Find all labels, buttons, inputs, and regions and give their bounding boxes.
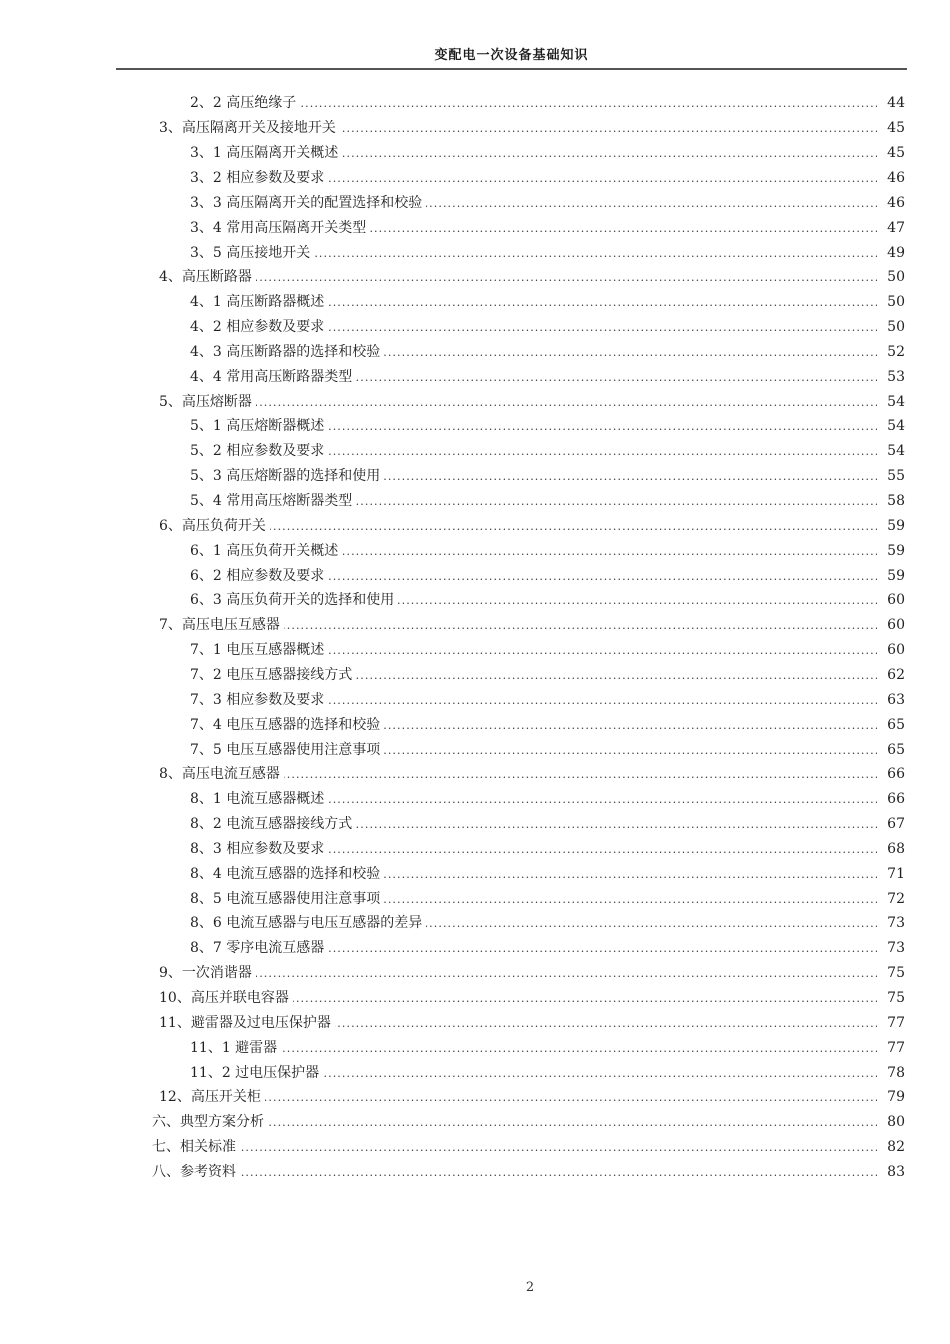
toc-entry[interactable] (152, 1110, 905, 1135)
dot-leader (356, 491, 877, 511)
dot-leader (240, 1137, 877, 1157)
dot-leader (284, 615, 877, 635)
toc-entry[interactable] (190, 141, 905, 166)
toc-entry[interactable] (190, 638, 905, 663)
dot-leader (356, 814, 877, 834)
toc-entry-page: 54 (887, 418, 905, 435)
dot-leader (356, 665, 877, 685)
toc-entry-title: 6、2 相应参数及要求 (190, 566, 328, 586)
toc-entry-title: 5、4 常用高压熔断器类型 (190, 491, 356, 511)
toc-entry-title: 5、高压熔断器 (159, 392, 256, 412)
dot-leader (265, 1087, 877, 1107)
toc-entry-page: 72 (887, 890, 905, 907)
dot-leader (328, 168, 877, 188)
dot-leader (300, 93, 877, 113)
toc-entry[interactable] (190, 190, 905, 215)
toc-entry-page: 82 (887, 1139, 905, 1156)
toc-entry[interactable] (190, 588, 905, 613)
toc-entry-title: 8、7 零序电流互感器 (190, 938, 328, 958)
toc-entry[interactable] (159, 513, 905, 538)
toc-entry-title: 9、一次消谐器 (159, 963, 256, 983)
dot-leader (268, 1112, 877, 1132)
toc-entry-page: 78 (887, 1064, 905, 1081)
toc-entry-page: 60 (887, 592, 905, 609)
toc-entry-page: 79 (887, 1089, 905, 1106)
toc-entry[interactable] (190, 936, 905, 961)
toc-entry-page: 65 (887, 716, 905, 733)
dot-leader (384, 466, 877, 486)
toc-entry-title: 7、高压电压互感器 (159, 615, 284, 635)
toc-entry-title: 8、高压电流互感器 (159, 764, 284, 784)
dot-leader (256, 267, 877, 287)
toc-entry-title: 8、6 电流互感器与电压互感器的差异 (190, 913, 426, 933)
dot-leader (293, 988, 877, 1008)
toc-entry[interactable] (159, 1085, 905, 1110)
toc-entry[interactable] (190, 315, 905, 340)
toc-entry[interactable] (159, 265, 905, 290)
toc-entry-title: 4、4 常用高压断路器类型 (190, 367, 356, 387)
dot-leader (384, 715, 877, 735)
toc-entry-title: 7、3 相应参数及要求 (190, 690, 328, 710)
toc-entry-title: 10、高压并联电容器 (159, 988, 293, 1008)
toc-entry[interactable] (190, 166, 905, 191)
dot-leader (328, 317, 877, 337)
toc-entry-page: 60 (887, 617, 905, 634)
toc-entry-page: 62 (887, 666, 905, 683)
header-rule (116, 68, 907, 70)
toc-entry[interactable] (190, 837, 905, 862)
toc-entry-title: 8、2 电流互感器接线方式 (190, 814, 356, 834)
toc-entry[interactable] (190, 464, 905, 489)
toc-entry[interactable] (190, 538, 905, 563)
toc-entry-title: 7、1 电压互感器概述 (190, 640, 328, 660)
dot-leader (384, 889, 877, 909)
dot-leader (328, 789, 877, 809)
toc-entry-page: 46 (887, 169, 905, 186)
toc-entry-title: 11、2 过电压保护器 (190, 1063, 323, 1083)
dot-leader (356, 367, 877, 387)
toc-entry-title: 七、相关标准 (152, 1137, 240, 1157)
toc-entry-title: 2、2 高压绝缘子 (190, 93, 300, 113)
toc-entry-page: 65 (887, 741, 905, 758)
toc-entry-page: 50 (887, 319, 905, 336)
toc-entry-page: 63 (887, 691, 905, 708)
toc-entry-page: 66 (887, 791, 905, 808)
toc-entry-title: 六、典型方案分析 (152, 1112, 268, 1132)
toc-entry-page: 75 (887, 965, 905, 982)
dot-leader (398, 590, 877, 610)
toc-entry-title: 3、4 常用高压隔离开关类型 (190, 218, 370, 238)
toc-entry-title: 4、2 相应参数及要求 (190, 317, 328, 337)
toc-entry-title: 11、1 避雷器 (190, 1038, 281, 1058)
toc-entry-page: 45 (887, 145, 905, 162)
toc-entry-page: 58 (887, 493, 905, 510)
toc-entry-page: 54 (887, 393, 905, 410)
dot-leader (328, 938, 877, 958)
toc-entry-page: 45 (887, 120, 905, 137)
toc-entry-title: 7、5 电压互感器使用注意事项 (190, 740, 384, 760)
running-header-title: 变配电一次设备基础知识 (434, 48, 589, 63)
toc-entry-page: 73 (887, 915, 905, 932)
toc-entry[interactable] (190, 812, 905, 837)
toc-entry-title: 8、5 电流互感器使用注意事项 (190, 889, 384, 909)
dot-leader (328, 416, 877, 436)
toc-entry-title: 11、避雷器及过电压保护器 (159, 1013, 335, 1033)
dot-leader (323, 1063, 877, 1083)
toc-entry[interactable] (190, 414, 905, 439)
toc-entry[interactable] (152, 1135, 905, 1160)
toc-entry-page: 73 (887, 940, 905, 957)
dot-leader (370, 218, 877, 238)
toc-entry-title: 6、1 高压负荷开关概述 (190, 541, 342, 561)
dot-leader (328, 839, 877, 859)
toc-entry[interactable] (190, 364, 905, 389)
toc-entry-page: 47 (887, 219, 905, 236)
dot-leader (328, 441, 877, 461)
toc-entry[interactable] (190, 91, 905, 116)
toc-entry-page: 67 (887, 816, 905, 833)
toc-entry-page: 46 (887, 194, 905, 211)
toc-entry-page: 71 (887, 865, 905, 882)
toc-entry[interactable] (159, 1010, 905, 1035)
toc-entry[interactable] (159, 961, 905, 986)
toc-entry-title: 4、3 高压断路器的选择和校验 (190, 342, 384, 362)
toc-entry-title: 6、高压负荷开关 (159, 516, 270, 536)
toc-entry[interactable] (190, 489, 905, 514)
toc-entry-title: 八、参考资料 (152, 1162, 240, 1182)
dot-leader (342, 143, 877, 163)
toc-entry[interactable] (190, 1060, 905, 1085)
toc-entry[interactable] (190, 687, 905, 712)
toc-entry-page: 66 (887, 766, 905, 783)
toc-entry[interactable] (190, 1035, 905, 1060)
toc-entry[interactable] (152, 1160, 905, 1185)
toc-entry-title: 5、3 高压熔断器的选择和使用 (190, 466, 384, 486)
dot-leader (426, 913, 877, 933)
toc-entry[interactable] (190, 215, 905, 240)
dot-leader (328, 690, 877, 710)
toc-entry[interactable] (190, 886, 905, 911)
toc-entry[interactable] (190, 439, 905, 464)
toc-entry-page: 49 (887, 244, 905, 261)
dot-leader (328, 566, 877, 586)
toc-entry[interactable] (159, 389, 905, 414)
page-number: 2 (525, 1280, 535, 1295)
toc-entry-title: 7、2 电压互感器接线方式 (190, 665, 356, 685)
toc-entry-page: 55 (887, 468, 905, 485)
toc-entry[interactable] (190, 663, 905, 688)
toc-entry[interactable] (159, 762, 905, 787)
toc-entry-page: 44 (887, 95, 905, 112)
toc-entry[interactable] (190, 712, 905, 737)
toc-entry[interactable] (190, 861, 905, 886)
toc-entry[interactable] (190, 911, 905, 936)
dot-leader (384, 342, 877, 362)
toc-entry-title: 8、3 相应参数及要求 (190, 839, 328, 859)
toc-entry-title: 4、高压断路器 (159, 267, 256, 287)
dot-leader (384, 864, 877, 884)
toc-entry[interactable] (190, 563, 905, 588)
dot-leader (256, 392, 877, 412)
toc-entry-page: 59 (887, 567, 905, 584)
toc-entry-title: 4、1 高压断路器概述 (190, 292, 328, 312)
dot-leader (328, 640, 877, 660)
toc-entry[interactable] (190, 290, 905, 315)
toc-entry-page: 59 (887, 542, 905, 559)
toc-entry-title: 12、高压开关柜 (159, 1087, 265, 1107)
toc-entry-title: 3、3 高压隔离开关的配置选择和校验 (190, 193, 426, 213)
toc-entry-page: 77 (887, 1014, 905, 1031)
toc-entry-page: 80 (887, 1114, 905, 1131)
toc-entry-title: 5、1 高压熔断器概述 (190, 416, 328, 436)
toc-entry-page: 50 (887, 294, 905, 311)
dot-leader (270, 516, 877, 536)
dot-leader (426, 193, 877, 213)
toc-entry-page: 77 (887, 1039, 905, 1056)
toc-entry-title: 3、高压隔离开关及接地开关 (159, 118, 340, 138)
toc-entry-page: 50 (887, 269, 905, 286)
dot-leader (240, 1162, 877, 1182)
dot-leader (340, 118, 877, 138)
dot-leader (335, 1013, 877, 1033)
toc-entry-title: 7、4 电压互感器的选择和校验 (190, 715, 384, 735)
toc-entry-page: 68 (887, 840, 905, 857)
toc-entry[interactable] (159, 613, 905, 638)
toc-entry[interactable] (190, 340, 905, 365)
toc-entry-title: 6、3 高压负荷开关的选择和使用 (190, 590, 398, 610)
dot-leader (328, 292, 877, 312)
toc-entry-title: 8、4 电流互感器的选择和校验 (190, 864, 384, 884)
toc-entry-title: 3、2 相应参数及要求 (190, 168, 328, 188)
dot-leader (284, 764, 877, 784)
toc-entry[interactable] (190, 240, 905, 265)
toc-entry-title: 5、2 相应参数及要求 (190, 441, 328, 461)
toc-entry-title: 8、1 电流互感器概述 (190, 789, 328, 809)
toc-entry-page: 59 (887, 517, 905, 534)
dot-leader (342, 541, 877, 561)
dot-leader (314, 243, 877, 263)
toc-entry[interactable] (159, 986, 905, 1011)
toc-entry-page: 53 (887, 368, 905, 385)
toc-entry[interactable] (190, 787, 905, 812)
toc-entry-page: 75 (887, 990, 905, 1007)
toc-entry-title: 3、5 高压接地开关 (190, 243, 314, 263)
toc-entry-page: 52 (887, 343, 905, 360)
toc-entry-page: 60 (887, 642, 905, 659)
dot-leader (256, 963, 877, 983)
dot-leader (281, 1038, 877, 1058)
toc-entry[interactable] (190, 737, 905, 762)
toc-entry-page: 54 (887, 443, 905, 460)
dot-leader (384, 740, 877, 760)
toc-entry[interactable] (159, 116, 905, 141)
toc-entry-page: 83 (887, 1163, 905, 1180)
toc-entry-title: 3、1 高压隔离开关概述 (190, 143, 342, 163)
